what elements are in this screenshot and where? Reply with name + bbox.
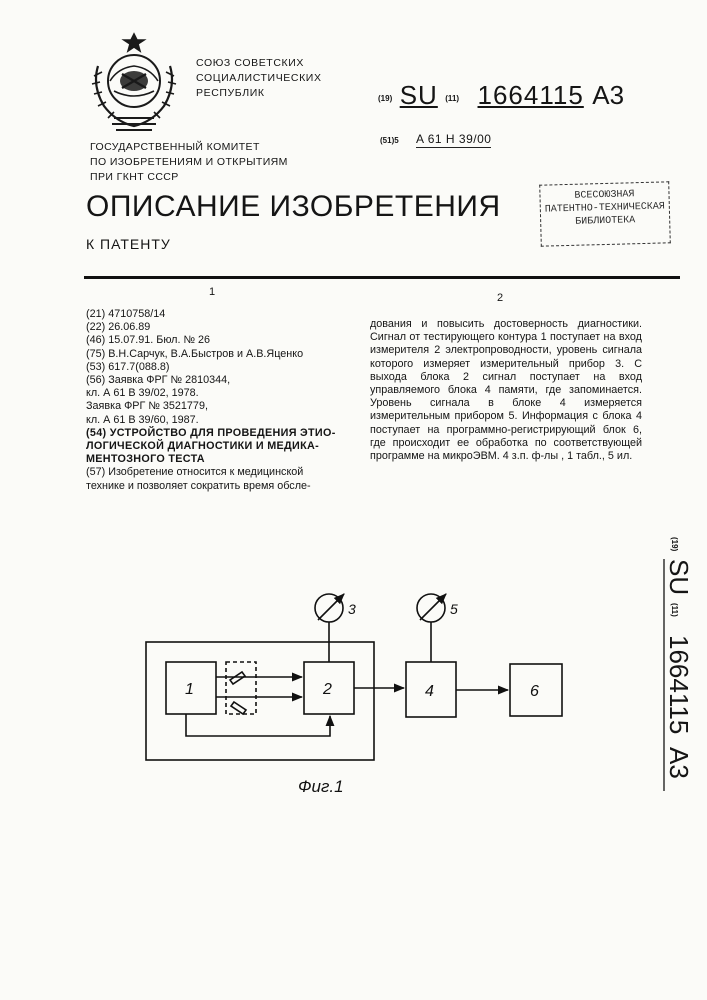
- side-code-11: (11): [670, 603, 679, 617]
- column-number: 1: [209, 286, 216, 298]
- invention-title-line: МЕНТОЗНОГО ТЕСТА: [86, 453, 205, 466]
- abstract-line: (57) Изобретение относится к медицинской: [86, 466, 304, 479]
- electrode-icon: [231, 702, 246, 714]
- ipc-value: A 61 H 39/00: [416, 132, 492, 146]
- biblio-line: (21) 4710758/14: [86, 308, 166, 320]
- committee-line: ГОСУДАРСТВЕННЫЙ КОМИТЕТ: [90, 141, 260, 153]
- side-country-code: SU: [664, 559, 694, 596]
- abstract-line: технике и позволяет сократить время обсле-: [86, 479, 311, 492]
- biblio-line: Заявка ФРГ № 3521779,: [86, 400, 208, 413]
- invention-title-line: (54) УСТРОЙСТВО ДЛЯ ПРОВЕДЕНИЯ ЭТИО-: [86, 426, 336, 439]
- block-label: 4: [425, 683, 434, 700]
- biblio-line: (22) 26.06.89: [86, 321, 151, 334]
- country-name: [196, 56, 346, 101]
- state-emblem-icon: [84, 26, 184, 138]
- abstract-continued: дования и повысить достоверность диагностики. Сигнал от тестирующего контура 1 поступает на вход измерителя 2 электропроводности, уровень сигнала которого измеряет измерительный прибор 3. С выхода блока 2 сигнал поступает на вход управляемого блока 4 памяти, где запоминается. Уровень сигнала в блоке 4 измеряется измерительным прибором 5. Информация с блока 4 поступает на программно-регистрирующий блок 6, где происходит ее обработка по соответствующей программе на микроЭВМ. 4 з.п. ф-лы , 1 табл., 5 ил.: [370, 318, 642, 463]
- feedback-line: [186, 714, 330, 736]
- enclosure-frame: [146, 642, 374, 760]
- block-label: 1: [185, 681, 194, 698]
- committee-line: ПО ИЗОБРЕТЕНИЯМ И ОТКРЫТИЯМ: [90, 156, 288, 168]
- stamp-line: БИБЛИОТЕКА: [575, 215, 636, 228]
- stamp-line: ПАТЕНТНО-ТЕХНИЧЕСКАЯ: [544, 201, 665, 216]
- invention-title-line: ЛОГИЧЕСКОЙ ДИАГНОСТИКИ И МЕДИКА-: [86, 440, 319, 453]
- document-subtitle: К ПАТЕНТУ: [86, 236, 171, 252]
- side-patent-label: [630, 535, 694, 805]
- committee-line: ПРИ ГКНТ СССР: [90, 171, 179, 183]
- block-label: 2: [323, 681, 332, 698]
- library-stamp: [539, 181, 671, 246]
- biblio-line: (56) Заявка ФРГ № 2810344,: [86, 374, 231, 387]
- ipc-classification: [380, 132, 491, 146]
- code-51: (51)5: [380, 136, 399, 145]
- column-number: 2: [497, 292, 504, 304]
- patent-number-row: [378, 80, 678, 116]
- committee-name: [90, 140, 350, 185]
- kind-code: A3: [592, 80, 625, 110]
- biblio-line: кл. А 61 В 39/60, 1987.: [86, 413, 199, 426]
- meter-label: 5: [450, 601, 458, 617]
- electrode-icon: [230, 672, 245, 684]
- stamp-line: ВСЕСОЮЗНАЯ: [574, 189, 635, 202]
- block-label: 6: [530, 683, 539, 700]
- figure-caption: Фиг.1: [298, 777, 344, 796]
- meter-label: 3: [348, 601, 356, 617]
- block-diagram: [130, 590, 590, 820]
- header-divider: [84, 276, 680, 279]
- code-11: (11): [445, 94, 460, 103]
- country-line: СОЦИАЛИСТИЧЕСКИХ: [196, 72, 322, 84]
- country-line: РЕСПУБЛИК: [196, 87, 265, 99]
- code-19: (19): [378, 94, 393, 103]
- patent-number: 1664115: [477, 80, 584, 110]
- side-code-19: (19): [670, 537, 679, 552]
- country-code: SU: [399, 80, 438, 110]
- document-title: ОПИСАНИЕ ИЗОБРЕТЕНИЯ: [86, 190, 501, 223]
- biblio-line: (46) 15.07.91. Бюл. № 26: [86, 334, 211, 347]
- biblio-line: кл. А 61 В 39/02, 1978.: [86, 387, 199, 400]
- bibliographic-column: [86, 308, 356, 493]
- country-line: СОЮЗ СОВЕТСКИХ: [196, 57, 304, 69]
- biblio-line: (53) 617.7(088.8): [86, 360, 170, 373]
- biblio-line: (75) В.Н.Сарчук, В.А.Быстров и А.В.Яценко: [86, 347, 304, 360]
- side-patent-number: 1664115: [664, 635, 694, 735]
- side-kind-code: A3: [664, 747, 694, 779]
